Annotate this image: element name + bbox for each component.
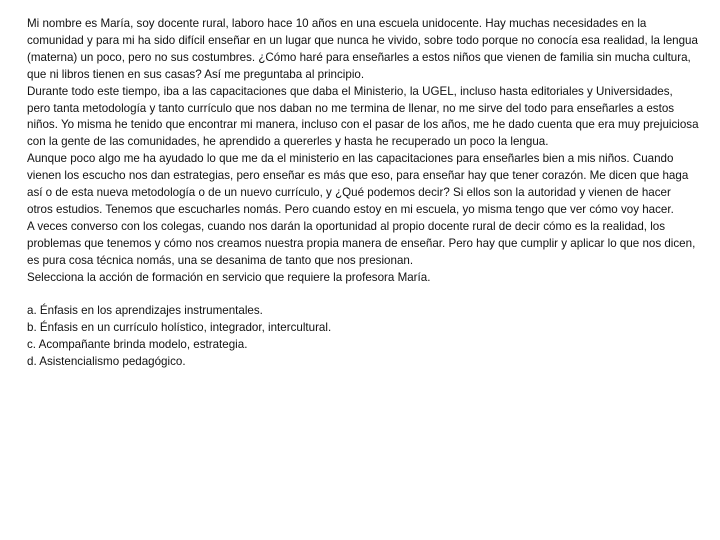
- option-b: b. Énfasis en un currículo holístico, integrador, intercultural.: [27, 321, 332, 335]
- option-a: a. Énfasis en los aprendizajes instrumentales.: [27, 304, 263, 318]
- paragraph-training: Durante todo este tiempo, iba a las capacitaciones que daba el Ministerio, la UGEL, incluso hasta editoriales y Universidades, pero tanta metodología y tanto currículo que nos daban no me termina de llenar, no me sirve del todo para enseñarles a estos niños. Yo misma he tenido que encontrar mi manera, incluso con el pasar de los años, me he dado cuenta que era muy prejuiciosa con la gente de las comunidades, he aprendido a quererles y hasta he recuperado un poco la lengua.: [27, 84, 699, 149]
- paragraph-intro: Mi nombre es María, soy docente rural, laboro hace 10 años en una escuela unidocente. Hay muchas necesidades en la comunidad y para mi ha sido difícil enseñar en un lugar que nunca he vivido, sobre todo porque no conocía esa realidad, la lengua (materna) un poco, pero no sus costumbres. ¿Cómo haré para enseñarles a estos niños que vienen de familia sin mucha cultura, que ni libros tienen en sus casas? Así me preguntaba al principio.: [27, 17, 698, 81]
- option-c: c. Acompañante brinda modelo, estrategia.: [27, 338, 248, 352]
- option-d: d. Asistencialismo pedagógico.: [27, 355, 186, 369]
- spacer: [27, 287, 699, 304]
- question-prompt: Selecciona la acción de formación en servicio que requiere la profesora María.: [27, 270, 431, 284]
- paragraph-ministry: Aunque poco algo me ha ayudado lo que me da el ministerio en las capacitaciones para enseñarles bien a mis niños. Cuando vienen los escucho nos dan estrategias, pero enseñar es más que eso, para enseñar hay que tener corazón. Me dicen que haga así o de esta nueva metodología o de un nuevo currículo, y ¿Qué podemos decir? Si ellos son la autoridad y vienen de hacer otros estudios. Tenemos que escucharles nomás. Pero cuando estoy en mi escuela, yo misma tengo que ver cómo voy hacer.: [27, 152, 689, 216]
- paragraph-colleagues: A veces converso con los colegas, cuando nos darán la oportunidad al propio docente rural de decir cómo es la realidad, los problemas que tenemos y cómo nos creamos nuestra propia manera de enseñar. Pero hay que cumplir y aplicar lo que nos dicen, es pura cosa técnica nomás, una se desanima de tanto que nos presionan.: [27, 219, 696, 267]
- document-body: [27, 16, 699, 371]
- answer-options: [27, 303, 699, 371]
